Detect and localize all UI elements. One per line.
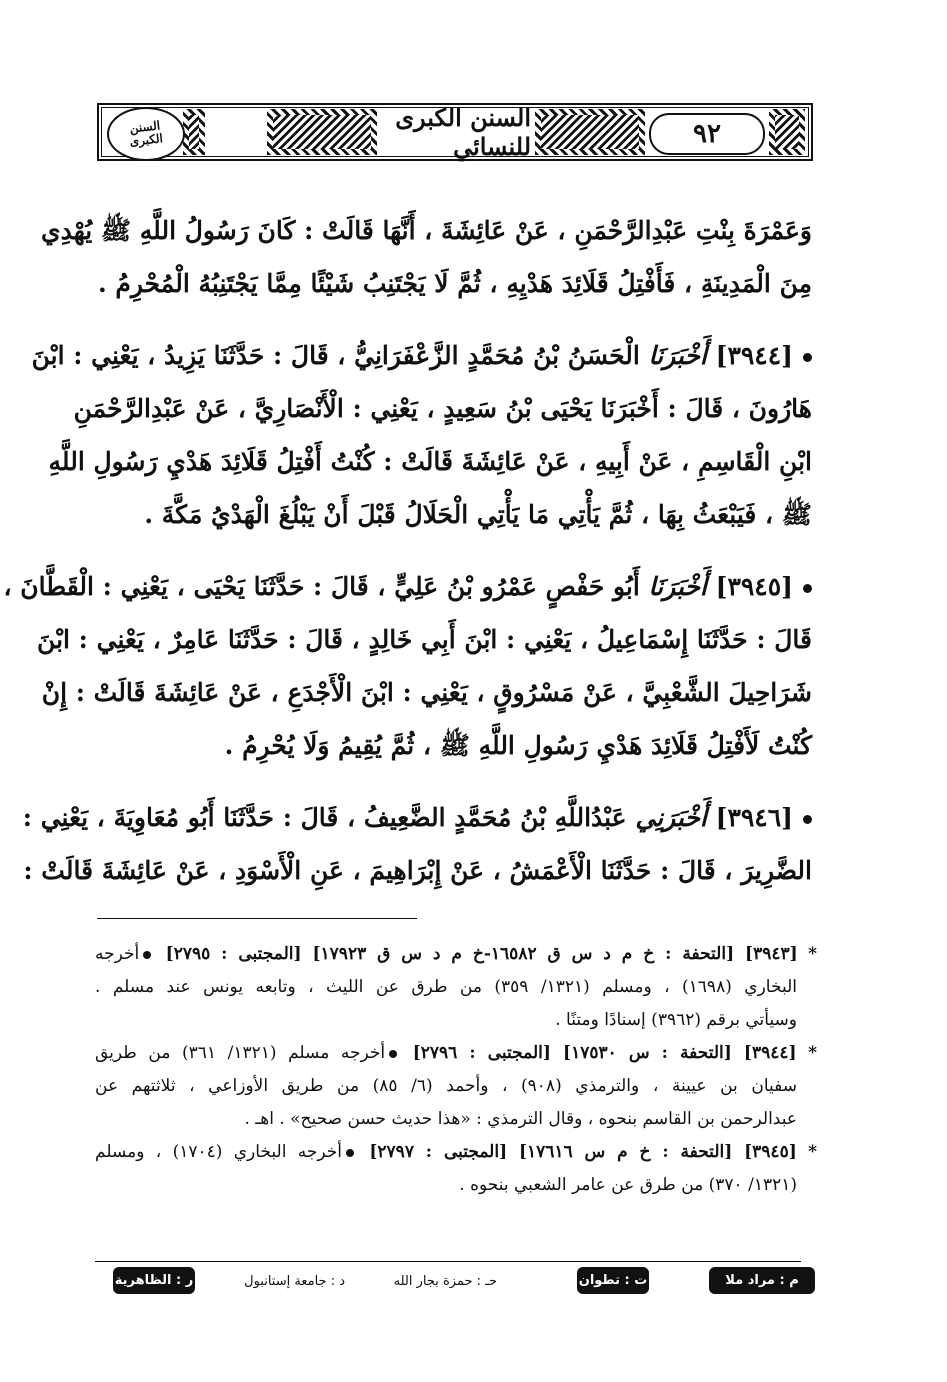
- footnote-line: وسيأتي برقم (٣٩٦٢) إسنادًا ومتنًا .: [555, 1010, 797, 1030]
- footnotes: [95, 938, 817, 1202]
- footnote-head: [٣٩٤٥] [التحفة : خ م س ١٧٦١٦] [المجتبى : ٢٧٩٧]: [369, 1142, 797, 1162]
- text-line: هَارُونَ ، قَالَ : أَخْبَرَنَا يَحْيَى بْنُ سَعِيدٍ ، يَعْنِي : الْأَنْصَارِيَّ ، عَنْ عَبْدِالرَّحْمَنِ: [73, 394, 812, 423]
- main-text: [3, 204, 812, 897]
- footnote-first-line: [95, 938, 817, 971]
- footnote-marker: *: [808, 1043, 817, 1063]
- source-h: حـ : حمزة بجار الله: [393, 1273, 497, 1289]
- hadith-number: [٣٩٤٦]: [715, 803, 793, 832]
- hadith-number: [٣٩٤٥]: [715, 572, 793, 601]
- footnote-text: أخرجه البخاري (١٧٠٤) ، ومسلم: [95, 1142, 343, 1162]
- footnote-marker: *: [808, 1142, 817, 1162]
- ornament-right-icon: [769, 109, 805, 155]
- hadith-text: أَبُو حَفْصٍ عَمْرُو بْنُ عَلِيٍّ ، قَالَ : حَدَّثَنَا يَحْيَى ، يَعْنِي : الْقَطَّانَ ،: [3, 572, 640, 601]
- footnote-line: البخاري (١٦٩٨) ، ومسلم (١٣٢١/ ٣٥٩) من طرق عن الليث ، وتابعه يونس عند مسلم .: [95, 977, 797, 997]
- bullet-icon: [389, 1050, 397, 1058]
- page-number: ٩٢: [649, 113, 765, 155]
- text-line: ﷺ ، فَيَبْعَثُ بِهَا ، ثُمَّ يَأْتِي مَا يَأْتِي الْحَلَالُ قَبْلَ أَنْ يَبْلُغَ الْهَدْيُ مَكَّةَ .: [144, 500, 812, 529]
- ornament-center-left-icon: [267, 109, 377, 155]
- footnote-first-line: [95, 1136, 817, 1169]
- ornament-center-right-icon: [535, 109, 645, 155]
- hadith-intro: أَخْبَرَنَا: [648, 572, 707, 601]
- text-line: قَالَ : حَدَّثَنَا إِسْمَاعِيلُ ، يَعْنِي : ابْنَ أَبِي خَالِدٍ ، قَالَ : حَدَّثَنَا عَامِرٌ ، يَعْنِي : ابْنَ: [37, 625, 812, 654]
- bullet-icon: [803, 584, 812, 593]
- hadith-text: الْحَسَنُ بْنُ مُحَمَّدٍ الزَّعْفَرَانِيُّ ، قَالَ : حَدَّثَنَا يَزِيدُ ، يَعْنِي : ابْنَ: [31, 341, 640, 370]
- manuscript-sources-footer: [95, 1266, 815, 1296]
- book-seal-logo: السنن الكبرى: [107, 107, 185, 161]
- footnote-line: عبدالرحمن بن القاسم بنحوه ، وقال الترمذي : «هذا حديث حسن صحيح» . اهـ .: [244, 1109, 797, 1129]
- footnote-text: أخرجه مسلم (١٣٢١/ ٣٦١) من طريق: [95, 1043, 386, 1063]
- source-d: د : جامعة إستانبول: [244, 1273, 345, 1289]
- footnote-first-line: [95, 1037, 817, 1070]
- source-tag-t: ت : تطوان: [577, 1267, 649, 1294]
- ornament-left-icon: [183, 109, 205, 155]
- bullet-icon: [346, 1149, 354, 1157]
- bullet-icon: [803, 353, 812, 362]
- footnote-head: [٣٩٤٣] [التحفة : خ م د س ق ١٦٥٨٢-خ م د س ق ١٧٩٢٣] [المجتبى : ٢٧٩٥]: [165, 944, 798, 964]
- hadith-text: عَبْدُاللَّهِ بْنُ مُحَمَّدٍ الضَّعِيفُ ، قَالَ : حَدَّثَنَا أَبُو مُعَاوِيَةَ ، يَعْنِي :: [22, 803, 627, 832]
- hadith-first-line: [3, 560, 812, 613]
- footnote-separator: [97, 918, 417, 919]
- text-line: الضَّرِيرَ ، قَالَ : حَدَّثَنَا الْأَعْمَشُ ، عَنْ إِبْرَاهِيمَ ، عَنِ الْأَسْوَدِ ، عَنْ عَائِشَةَ قَالَتْ :: [23, 856, 812, 885]
- book-title: السنن الكبرى للنسائي: [395, 103, 531, 161]
- source-tag-m: م : مراد ملا: [709, 1267, 815, 1294]
- page-header: [97, 103, 813, 161]
- text-line: شَرَاحِيلَ الشَّعْبِيَّ ، عَنْ مَسْرُوقٍ ، يَعْنِي : ابْنَ الْأَجْدَعِ ، عَنْ عَائِشَةَ قَالَتْ : إِنْ: [41, 678, 812, 707]
- text-line: ابْنِ الْقَاسِمِ ، عَنْ أَبِيهِ ، عَنْ عَائِشَةَ قَالَتْ : كُنْتُ أَفْتِلُ قَلَائِدَ هَدْيِ رَسُولِ اللَّهِ: [48, 447, 812, 476]
- bullet-icon: [803, 815, 812, 824]
- footnote-marker: *: [808, 944, 817, 964]
- hadith-number: [٣٩٤٤]: [715, 341, 793, 370]
- footnote-line: (١٣٢١/ ٣٧٠) من طرق عن عامر الشعبي بنحوه .: [459, 1175, 797, 1195]
- hadith-intro: أَخْبَرَنَا: [648, 341, 707, 370]
- text-line: كُنْتُ لَأَفْتِلُ قَلَائِدَ هَدْيِ رَسُولِ اللَّهِ ﷺ ، ثُمَّ يُقِيمُ وَلَا يُحْرِمُ .: [224, 731, 812, 760]
- source-tag-r: ر : الظاهرية: [113, 1267, 195, 1294]
- footnote-head: [٣٩٤٤] [التحفة : س ١٧٥٣٠] [المجتبى : ٢٧٩٦]: [412, 1043, 797, 1063]
- hadith-first-line: [31, 329, 812, 382]
- hadith-intro: أَخْبَرَنِي: [635, 803, 707, 832]
- footnote-text: أخرجه: [95, 944, 140, 964]
- hadith-first-line: [22, 791, 812, 844]
- bullet-icon: [143, 951, 151, 959]
- text-line: مِنَ الْمَدِينَةِ ، فَأَفْتِلُ قَلَائِدَ هَدْيِهِ ، ثُمَّ لَا يَجْتَنِبُ شَيْئًا مِمَّا يَجْتَنِبُهُ الْمُحْرِمُ .: [97, 269, 812, 298]
- text-line: وَعَمْرَةَ بِنْتِ عَبْدِالرَّحْمَنِ ، عَنْ عَائِشَةَ ، أَنَّهَا قَالَتْ : كَانَ رَسُولُ اللَّهِ ﷺ يُهْدِي: [41, 216, 812, 245]
- footer-rule: [95, 1261, 801, 1262]
- footnote-line: سفيان بن عيينة ، والترمذي (٩٠٨) ، وأحمد (٦/ ٨٥) من طريق الأوزاعي ، ثلاثتهم عن: [95, 1076, 797, 1096]
